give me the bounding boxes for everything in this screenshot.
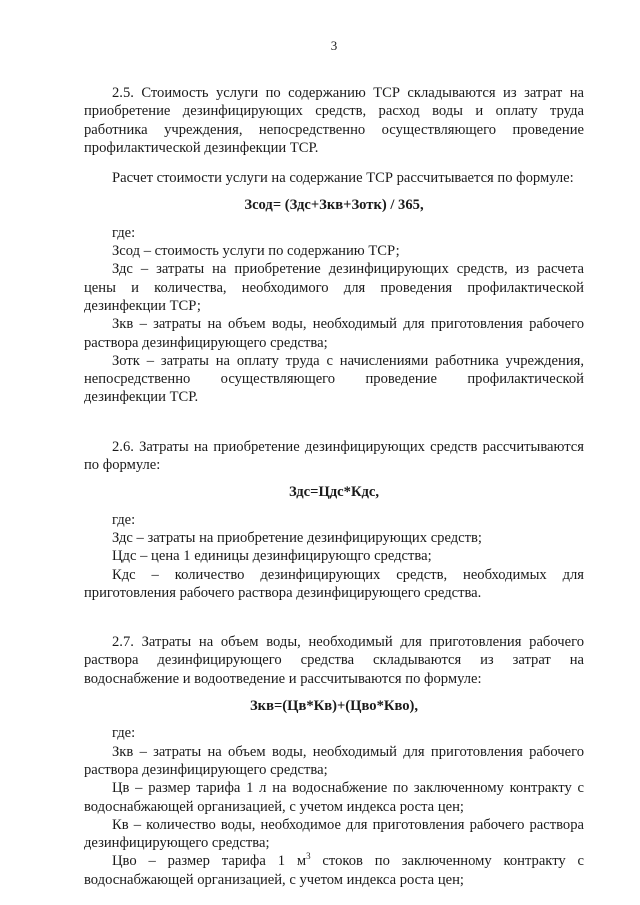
where-label: где: [112, 224, 136, 241]
document-page [84, 0, 584, 905]
definition-tsvo-end: стоков по заключенному контракту с водоснабжающей организацией, с учетом индекса роста цен; [84, 853, 584, 888]
definition-tsv: Цв – размер тарифа 1 л на водоснабжение по заключенному контракту с водоснабжающей организацией, с учетом индекса роста цен; [84, 780, 584, 815]
where-label: где: [112, 511, 136, 528]
definition-zkv: Зкв – затраты на объем воды, необходимый для приготовления рабочего раствора дезинфицирующего средства; [84, 743, 584, 778]
section-2-6-paragraph: 2.6. Затраты на приобретение дезинфицирующих средств рассчитываются по формуле: [84, 438, 584, 474]
formula-zkv: Зкв=(Цв*Кв)+(Цво*Кво), [249, 698, 419, 715]
section-2-5-calc-intro: Расчет стоимости услуги на содержание ТСР рассчитывается по формуле: [112, 170, 574, 187]
section-2-5-paragraph: 2.5. Стоимость услуги по содержанию ТСР складываются из затрат на приобретение дезинфицирующих средств, расход воды и оплату труда работника учреждения, непосредственно осуществляющего проведение профилактической дезинфекции ТСР. [84, 85, 584, 156]
definition-tsvo [84, 852, 584, 889]
section-2-7-paragraph: 2.7. Затраты на объем воды, необходимый для приготовления рабочего раствора дезинфицирующего средства складываются из затрат на водоснабжение и водоотведение и рассчитываются по формуле: [84, 634, 584, 687]
unit-exponent: 3 [306, 851, 311, 862]
document-body [84, 84, 584, 889]
definition-zds: Здс – затраты на приобретение дезинфицирующих средств; [112, 529, 482, 546]
formula-zsod: Зсод= (Здс+Зкв+Зотк) / 365, [244, 197, 424, 214]
definition-zotk: Зотк – затраты на оплату труда с начислениями работника учреждения, непосредственно осуществляющего проведение профилактической дезинфекции ТСР. [84, 352, 584, 406]
definition-kv: Кв – количество воды, необходимое для приготовления рабочего раствора дезинфицирующего средства; [84, 816, 584, 852]
formula-zds: Здс=Цдс*Кдс, [288, 484, 380, 501]
definition-zds: Здс – затраты на приобретение дезинфицирующих средств, из расчета цены и количества, необходимого для проведения профилактической дезинфекции ТСР; [84, 261, 584, 314]
where-label: где: [112, 725, 136, 742]
definition-kds: Кдс – количество дезинфицирующих средств, необходимых для приготовления рабочего раствора дезинфицирующего средства. [84, 566, 584, 601]
definition-tsds: Цдс – цена 1 единицы дезинфицирующго средства; [112, 548, 432, 565]
definition-tsvo-start: Цво – размер тарифа 1 м [112, 853, 307, 870]
definition-zsod: Зсод – стоимость услуги по содержанию ТСР; [112, 243, 400, 260]
page-number: 3 [330, 38, 338, 53]
definition-zkv: Зкв – затраты на объем воды, необходимый для приготовления рабочего раствора дезинфицирующего средства; [84, 316, 584, 351]
